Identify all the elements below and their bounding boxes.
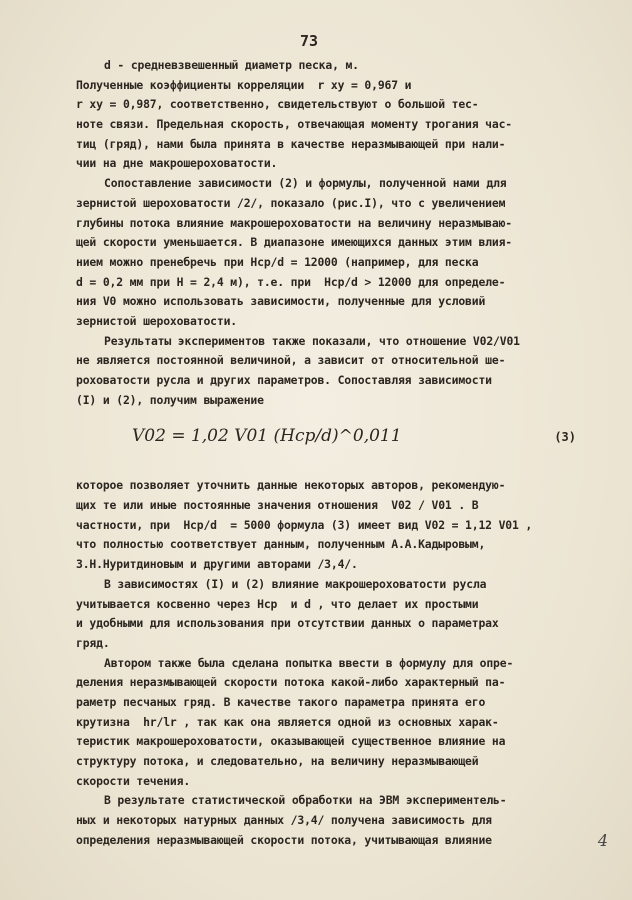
- text-line: и удобными для использования при отсутствии данных о параметрах: [76, 616, 499, 631]
- text-line: раметр песчаных гряд. В качестве такого параметра принята его: [76, 694, 486, 709]
- text-line: r xy = 0,987, соответственно, свидетельствуют о большой тес-: [76, 97, 479, 112]
- text-line: В результате статистической обработки на ЭВМ экспериментель-: [104, 793, 507, 808]
- text-block-before-formula: [76, 56, 576, 410]
- text-line: глубины потока влияние макрошероховатости на величину неразмываю-: [76, 215, 513, 230]
- text-line: скорости течения.: [76, 773, 191, 788]
- text-line: зернистой шероховатости.: [76, 313, 237, 328]
- text-line: щих те или иные постоянные значения отношения V02 / V01 . В: [76, 498, 479, 513]
- text-line: З.Н.Нуритдиновым и другими авторами /3,4/.: [76, 557, 358, 572]
- text-line: ных и некоторых натурных данных /3,4/ получена зависимость для: [76, 813, 492, 828]
- text-line: гряд.: [76, 635, 110, 650]
- text-line: нием можно пренебречь при Hср/d = 12000 (например, для песка: [76, 254, 479, 269]
- text-line: крутизна hr/lr , так как она является одной из основных харак-: [76, 714, 499, 729]
- text-line: Сопоставление зависимости (2) и формулы, полученной нами для: [104, 176, 507, 191]
- text-line: учитывается косвенно через Hср и d , что делает их простыми: [76, 596, 479, 611]
- text-line: (I) и (2), получим выражение: [76, 392, 264, 407]
- text-line: определения неразмывающей скорости потока, учитывающая влияние: [76, 832, 492, 847]
- text-line: зернистой шероховатости /2/, показало (рис.I), что с увеличением: [76, 195, 506, 210]
- text-line: ноте связи. Предельная скорость, отвечающая моменту трогания час-: [76, 117, 513, 132]
- text-line: тиц (гряд), нами была принята в качестве неразмывающей при нали-: [76, 136, 506, 151]
- text-line: d - средневзвешенный диаметр песка, м.: [104, 58, 359, 72]
- text-line: роховатости русла и других параметров. Сопоставляя зависимости: [76, 373, 492, 387]
- text-line: Автором также была сделана попытка ввести в формулу для опре-: [104, 655, 514, 670]
- handwritten-corner-mark: 4: [597, 831, 608, 850]
- text-line: которое позволяет уточнить данные некоторых авторов, рекомендую-: [76, 478, 506, 493]
- text-line: щей скорости уменьшается. В диапазоне имеющихся данных этим влия-: [76, 235, 513, 250]
- text-line: d = 0,2 мм при H = 2,4 м), т.е. при Hср/d > 12000 для определе-: [76, 274, 506, 289]
- document-body: [76, 56, 576, 850]
- text-line: не является постоянной величиной, а зависит от относительной ше-: [76, 353, 506, 368]
- page-number: 73: [300, 32, 319, 50]
- formula-number: (3): [554, 430, 576, 445]
- text-line: ния V0 можно использовать зависимости, полученные для условий: [76, 294, 486, 309]
- formula-expression: V02 = 1,02 V01 (Hср/d)^0,011: [132, 426, 402, 447]
- formula-3: [76, 416, 576, 472]
- text-line: чии на дне макрошероховатости.: [76, 156, 278, 171]
- text-line: частности, при Hср/d = 5000 формула (3) имеет вид V02 = 1,12 V01 ,: [76, 517, 533, 532]
- text-line: деления неразмывающей скорости потока какой-либо характерный па-: [76, 675, 506, 690]
- text-line: что полностью соответствует данным, полученным А.А.Кадыровым,: [76, 537, 486, 552]
- text-line: теристик макрошероховатости, оказывающей существенное влияние на: [76, 734, 506, 749]
- text-line: В зависимостях (I) и (2) влияние макрошероховатости русла: [104, 576, 487, 591]
- text-line: структуру потока, и следовательно, на величину неразмывающей: [76, 754, 479, 768]
- text-line: Полученные коэффициенты корреляции r xy = 0,967 и: [76, 77, 412, 92]
- text-block-after-formula: [76, 476, 576, 850]
- text-line: Результаты экспериментов также показали, что отношение V02/V01: [104, 333, 520, 348]
